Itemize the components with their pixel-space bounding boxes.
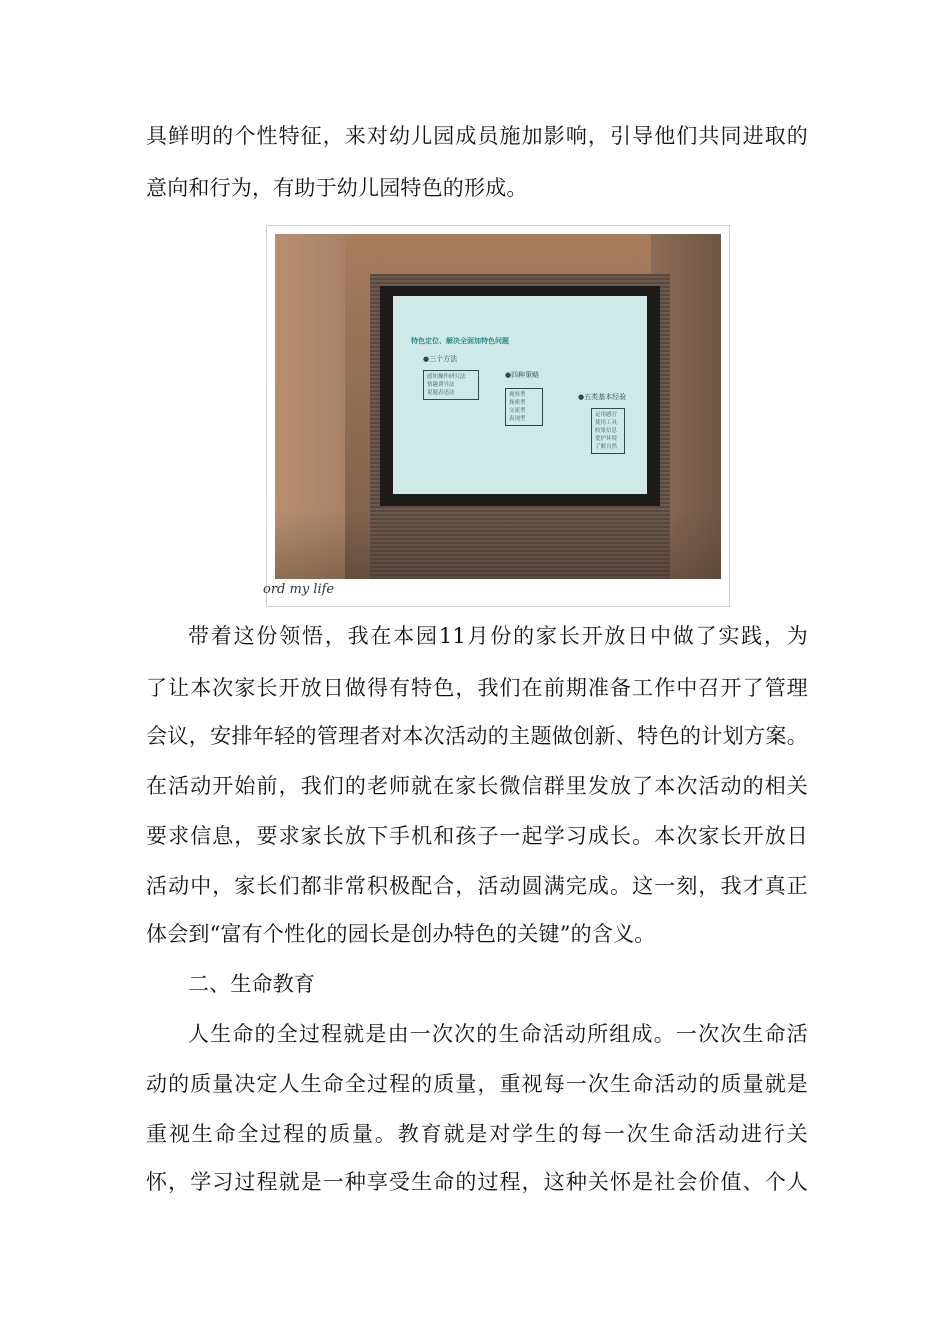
slide-group-box: 感知操作研究法 情趣诱导法 说题表述法 (423, 370, 479, 400)
slide-group-heading: ●五类基本经验 (578, 393, 627, 401)
photo-signature: ord my life (263, 582, 335, 597)
slide-group-box: 运用感官 使用工具 收集信息 爱护环境 了解自然 (591, 408, 625, 454)
paragraph-line: 具鲜明的个性特征，来对幼儿园成员施加影响，引导他们共同进取的 (146, 124, 808, 148)
paragraph-line: 在活动开始前，我们的老师就在家长微信群里发放了本次活动的相关 (146, 774, 808, 798)
paragraph-line: 体会到“富有个性化的园长是创办特色的关键”的含义。 (146, 922, 656, 946)
paragraph-line: 动的质量决定人生命全过程的质量，重视每一次生命活动的质量就是 (146, 1072, 808, 1096)
bulb-icon: ● (505, 371, 512, 379)
paragraph-line: 要求信息，要求家长放下手机和孩子一起学习成长。本次家长开放日 (146, 824, 808, 848)
paragraph-line: 重视生命全过程的质量。教育就是对学生的每一次生命活动进行关 (146, 1122, 808, 1146)
photo-frame (263, 225, 730, 607)
slide-group-heading: ●三个方法 (423, 355, 458, 363)
paragraph-line: 活动中，家长们都非常积极配合，活动圆满完成。这一刻，我才真正 (146, 874, 808, 898)
slide-title: 特色定位、解决全面加特色问题 (411, 337, 509, 345)
slide-photo (275, 234, 721, 579)
slide-group-heading: ●四种策略 (505, 371, 540, 379)
slide-group-box: 观察型 探索型 交流型 表现型 (505, 388, 543, 426)
paragraph-line: 了让本次家长开放日做得有特色，我们在前期准备工作中召开了管理 (146, 676, 808, 700)
paragraph-line: 会议，安排年轻的管理者对本次活动的主题做创新、特色的计划方案。 (146, 724, 808, 748)
paragraph-line: 人生命的全过程就是由一次次的生命活动所组成。一次次生命活 (188, 1022, 808, 1046)
paragraph-line: 意向和行为，有助于幼儿园特色的形成。 (146, 176, 528, 200)
bulb-icon: ● (423, 355, 430, 363)
paragraph-line: 怀，学习过程就是一种享受生命的过程，这种关怀是社会价值、个人 (146, 1170, 808, 1194)
wall-shade (275, 509, 721, 579)
section-heading: 二、生命教育 (188, 972, 316, 996)
paragraph-line: 带着这份领悟，我在本园11月份的家长开放日中做了实践，为 (188, 624, 808, 648)
projection-screen (393, 296, 647, 494)
bulb-icon: ● (578, 393, 585, 401)
